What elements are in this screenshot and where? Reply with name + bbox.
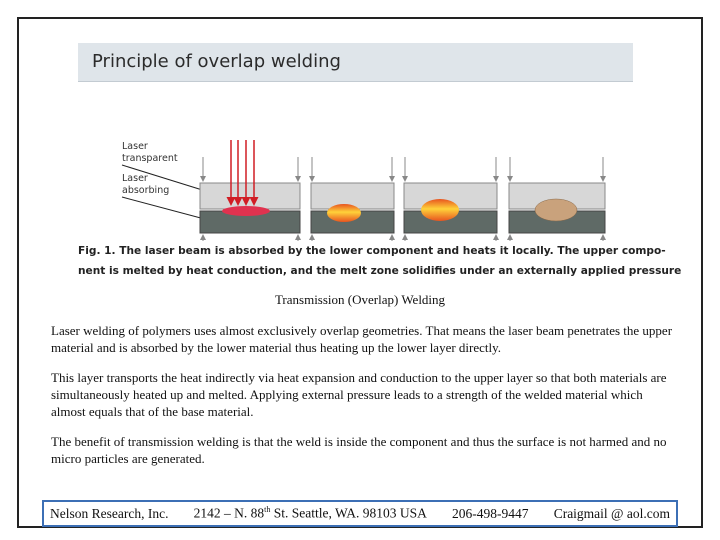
figure-caption-line: nent is melted by heat conduction, and the melt zone solidifies under an externally applied pressure — [78, 265, 682, 277]
footer-phone: 206-498-9447 — [452, 505, 529, 521]
overlap-welding-figure — [78, 43, 682, 285]
paragraph-overlap-geometry: Laser welding of polymers uses almost exclusively overlap geometries. That means the laser beam penetrates the upper material and is absorbed by the lower material thus heating up the lower layer directly. — [51, 323, 673, 355]
footer-company: Nelson Research, Inc. — [50, 505, 169, 521]
figure-title: Principle of overlap welding — [92, 51, 341, 72]
svg-text:transparent: transparent — [122, 153, 178, 164]
stage-3-melt-growth — [404, 183, 497, 233]
footer-email: Craigmail @ aol.com — [553, 505, 670, 521]
footer-address: 2142 – N. 88th St. Seattle, WA. 98103 USA — [193, 505, 427, 521]
heated-zone — [222, 206, 270, 216]
solidified-weld — [535, 199, 577, 221]
stage-2-melting — [311, 183, 394, 233]
label-laser-absorbing — [122, 173, 169, 196]
footer-contact — [42, 500, 678, 527]
melt-zone — [327, 204, 361, 222]
welding-diagram — [78, 83, 633, 241]
svg-text:Laser: Laser — [122, 173, 148, 184]
figure-caption-line: Fig. 1. The laser beam is absorbed by the lower component and heats it locally. The upper compo- — [78, 245, 666, 257]
figure-caption — [78, 241, 682, 281]
stage-4-solidified — [509, 183, 605, 233]
svg-text:absorbing: absorbing — [122, 185, 170, 196]
label-absorbing-arrow — [122, 197, 212, 221]
paragraph-benefit: The benefit of transmission welding is that the weld is inside the component and thus the surface is not harmed and no micro particles are generated. — [51, 434, 667, 466]
label-laser-transparent — [122, 141, 178, 164]
figure-header — [78, 43, 633, 82]
melt-zone — [421, 199, 459, 221]
slide-caption: Transmission (Overlap) Welding — [274, 292, 446, 307]
svg-text:Laser: Laser — [122, 141, 148, 152]
stage-1-laser-irradiation — [200, 140, 300, 233]
paragraph-heat-transport: This layer transports the heat indirectly via heat expansion and conduction to the upper layer so that both materials are simultaneously heated up and melted. Applying external pressure leads to a strength of the welded material which almost equals that of the base material. — [51, 370, 667, 419]
